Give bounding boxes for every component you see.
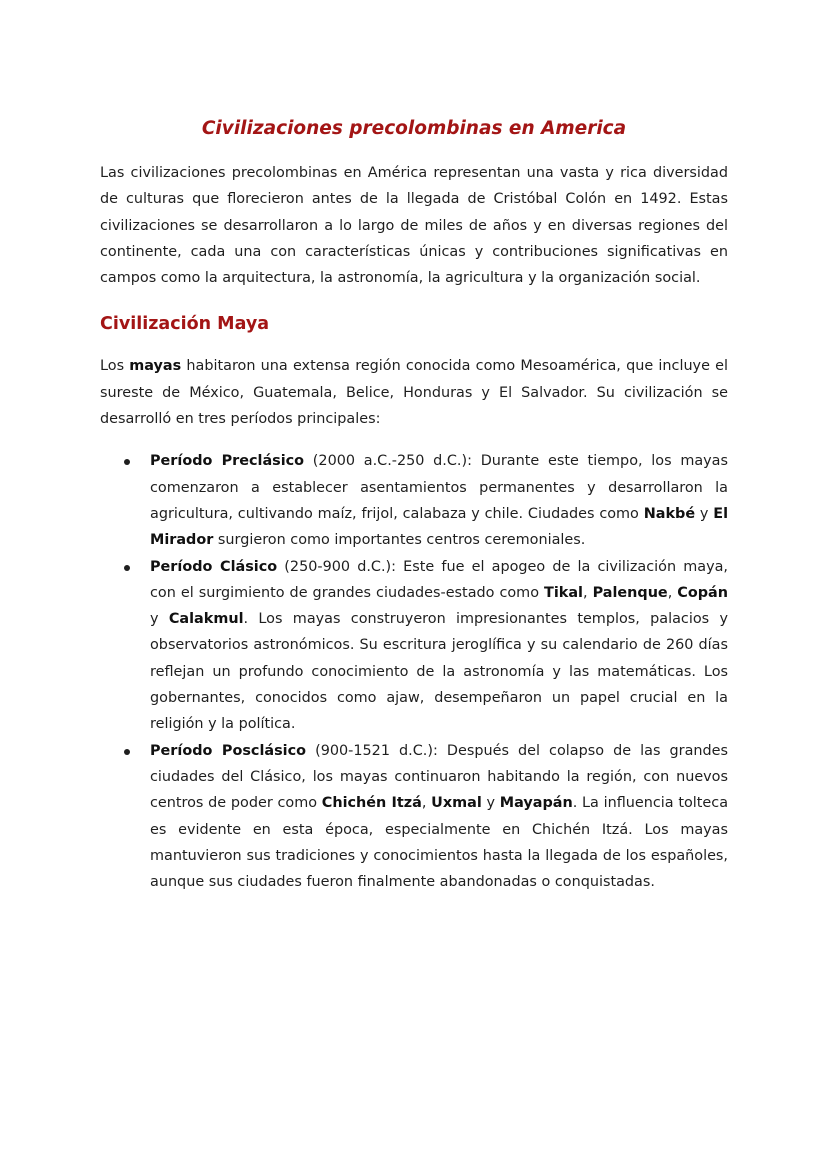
period-name: Período Clásico <box>150 558 278 575</box>
city-name: Palenque <box>592 584 668 601</box>
city-name: Uxmal <box>431 795 482 812</box>
period-name: Período Posclásico <box>150 742 307 759</box>
period-name: Período Preclásico <box>150 453 305 470</box>
city-name: Copán <box>677 584 729 601</box>
city-name: Mayapán <box>499 795 573 812</box>
document-title: Civilizaciones precolombinas en America <box>201 118 627 139</box>
city-name: Calakmul <box>168 611 244 628</box>
city-name: Nakbé <box>643 505 696 522</box>
city-name: Tikal <box>544 584 583 601</box>
list-item-posclasico: Período Posclásico (900-1521 d.C.): Después del colapso de las grandes ciudades del Clásico, los mayas continuaron habitando la región, con nuevos centros de poder como Chichén Itzá, Uxmal y Mayapán. La influencia tolteca es evidente en esta época, especialmente en Chichén Itzá. Los mayas mantuvieron sus tradiciones y conocimientos hasta la llegada de los españoles, aunque sus ciudades fueron finalmente abandonadas o conquistadas. <box>150 738 728 896</box>
list-item-clasico: Período Clásico (250-900 d.C.): Este fue el apogeo de la civilización maya, con el surgimiento de grandes ciudades-estado como Tikal, Palenque, Copán y Calakmul. Los mayas construyeron impresionantes templos, palacios y observatorios astronómicos. Su escritura jeroglífica y su calendario de 260 días reflejan un profundo conocimiento de la astronomía y las matemáticas. Los gobernantes, conocidos como ajaw, desempeñaron un papel crucial en la religión y la política. <box>150 554 728 738</box>
city-name: El Mirador <box>150 505 728 549</box>
section-heading-maya: Civilización Maya <box>100 314 270 335</box>
maya-intro-paragraph: Los mayas habitaron una extensa región conocida como Mesoamérica, que incluye el sureste de México, Guatemala, Belice, Honduras y El Salvador. Su civilización se desarrolló en tres períodos principales: <box>100 358 728 428</box>
list-item-preclasico: Período Preclásico (2000 a.C.-250 d.C.): Durante este tiempo, los mayas comenzaron a establecer asentamientos permanentes y desarrollaron la agricultura, cultivando maíz, frijol, calabaza y chile. Ciudades como Nakbé y El Mirador surgieron como importantes centros ceremoniales. <box>150 448 728 553</box>
intro-paragraph: Las civilizaciones precolombinas en América representan una vasta y rica diversidad de culturas que florecieron antes de la llegada de Cristóbal Colón en 1492. Estas civilizaciones se desarrollaron a lo largo de miles de años y en diversas regiones del continente, cada una con características únicas y contribuciones significativas en campos como la arquitectura, la astronomía, la agricultura y la organización social. <box>100 165 728 287</box>
bold-term: mayas <box>129 358 182 375</box>
periods-list <box>100 448 728 895</box>
city-name: Chichén Itzá <box>321 795 422 812</box>
